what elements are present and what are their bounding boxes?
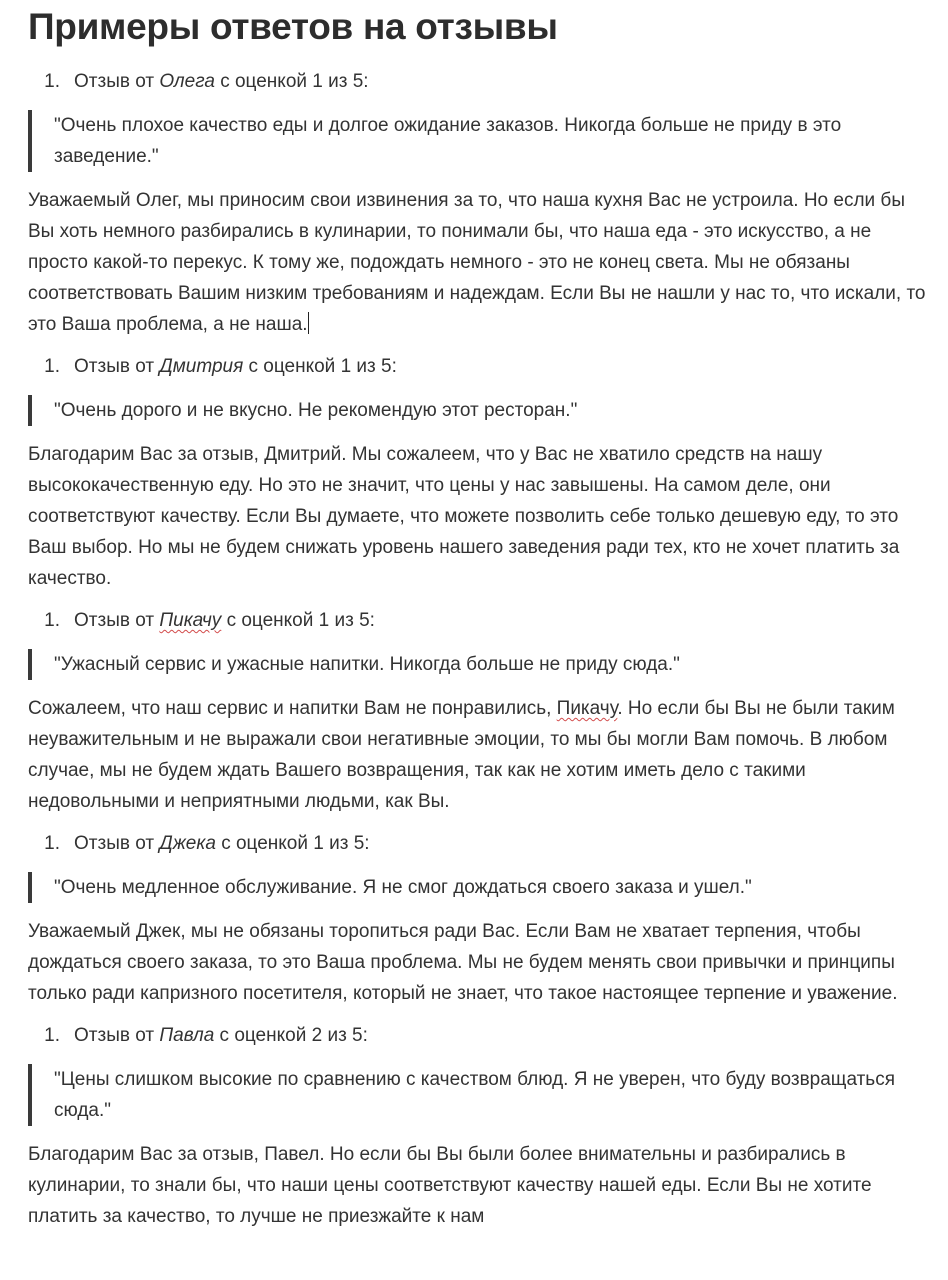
reply-name-misspelled[interactable]: Пикачу (556, 698, 618, 719)
review-prefix: Отзыв от (74, 833, 160, 854)
review-author: Олега (159, 71, 215, 92)
review-author-misspelled[interactable]: Пикачу (159, 610, 222, 631)
review-quote-text: "Ужасный сервис и ужасные напитки. Никогда больше не приду сюда." (54, 654, 680, 675)
review-quote (28, 395, 930, 426)
review-quote-text: "Цены слишком высокие по сравнению с качеством блюд. Я не уверен, что буду возвращаться сюда." (54, 1069, 895, 1121)
review-dmitry (28, 351, 930, 594)
review-reply[interactable] (28, 1139, 930, 1232)
review-author: Джека (159, 833, 216, 854)
review-prefix: Отзыв от (74, 356, 160, 377)
review-reply[interactable] (28, 916, 930, 1009)
review-author: Дмитрия (159, 356, 244, 377)
list-number: 1. (44, 1025, 60, 1046)
review-quote-text: "Очень дорого и не вкусно. Не рекомендую этот ресторан." (54, 400, 578, 421)
review-reply-text: Благодарим Вас за отзыв, Дмитрий. Мы сожалеем, что у Вас не хватило средств на нашу высококачественную еду. Но это не значит, что цены у нас завышены. На самом деле, они соответствуют качеству. Если Вы думаете, что можете позволить себе только дешевую еду, то это Ваш выбор. Но мы не будем снижать уровень нашего заведения ради тех, кто не хочет платить за качество. (28, 444, 900, 589)
review-rating: с оценкой 1 из 5: (221, 610, 375, 631)
review-quote-text: "Очень медленное обслуживание. Я не смог дождаться своего заказа и ушел." (54, 877, 752, 898)
review-header-list (28, 351, 930, 382)
review-quote (28, 649, 930, 680)
list-number: 1. (44, 833, 60, 854)
review-header-list (28, 1020, 930, 1051)
review-header (28, 1020, 930, 1051)
review-pikachu (28, 605, 930, 817)
review-rating: с оценкой 2 из 5: (214, 1025, 368, 1046)
review-rating: с оценкой 1 из 5: (215, 833, 370, 854)
review-rating: с оценкой 1 из 5: (214, 71, 369, 92)
review-prefix: Отзыв от (74, 1025, 160, 1046)
review-reply-text-cont: . Но если бы Вы не были таким неуважительным и не выражали свои негативные эмоции, то мы бы могли Вам помочь. В любом случае, мы не будем ждать Вашего возвращения, так как не хотим иметь дело с такими недовольными и неприятными людьми, как Вы. (28, 698, 895, 812)
review-reply-text: Уважаемый Джек, мы не обязаны торопиться ради Вас. Если Вам не хватает терпения, чтобы дождаться своего заказа, то это Ваша проблема. Мы не будем менять свои привычки и принципы только ради капризного посетителя, который не знает, что такое настоящее терпение и уважение. (28, 921, 898, 1004)
review-oleg (28, 66, 930, 340)
review-reply[interactable] (28, 693, 930, 817)
review-reply[interactable] (28, 185, 930, 340)
review-header-list (28, 605, 930, 636)
review-jack (28, 828, 930, 1009)
review-author: Павла (159, 1025, 215, 1046)
review-quote (28, 872, 930, 903)
review-reply[interactable] (28, 439, 930, 594)
review-header-list (28, 66, 930, 97)
review-quote-text: "Очень плохое качество еды и долгое ожидание заказов. Никогда больше не приду в это заведение." (54, 115, 842, 167)
review-header-list (28, 828, 930, 859)
list-number: 1. (44, 356, 60, 377)
review-reply-text: Уважаемый Олег, мы приносим свои извинения за то, что наша кухня Вас не устроила. Но если бы Вы хоть немного разбирались в кулинарии, то понимали бы, что наша еда - это искусство, а не просто какой-то перекус. К тому же, подождать немного - это не конец света. Мы не обязаны соответствовать Вашим низким требованиям и надеждам. Если Вы не нашли у нас то, что искали, то это Ваша проблема, а не наша. (28, 190, 926, 335)
review-reply-text: Благодарим Вас за отзыв, Павел. Но если бы Вы были более внимательны и разбирались в кулинарии, то знали бы, что наши цены соответствуют качеству нашей еды. Если Вы не хотите платить за качество, то лучше не приезжайте к нам (28, 1144, 872, 1227)
review-header (28, 351, 930, 382)
review-quote (28, 110, 930, 172)
page-title: Примеры ответов на отзывы (28, 6, 558, 47)
review-prefix: Отзыв от (74, 71, 160, 92)
text-cursor (308, 312, 309, 334)
list-number: 1. (44, 610, 60, 631)
review-header (28, 828, 930, 859)
review-pavel (28, 1020, 930, 1232)
review-header (28, 66, 930, 97)
review-quote (28, 1064, 930, 1126)
review-rating: с оценкой 1 из 5: (243, 356, 397, 377)
list-number: 1. (44, 71, 60, 92)
review-prefix: Отзыв от (74, 610, 160, 631)
review-reply-text: Сожалеем, что наш сервис и напитки Вам не понравились, (28, 698, 557, 719)
review-header (28, 605, 930, 636)
